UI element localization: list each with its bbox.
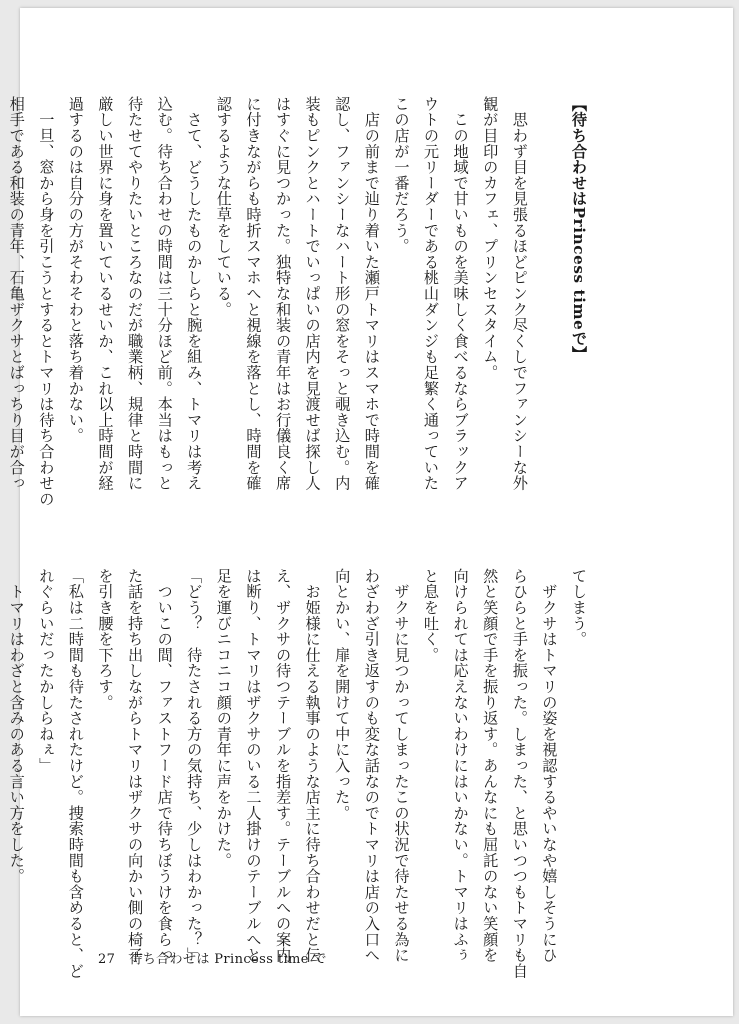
- text-line: 込む。待ち合わせの時間は三十分ほど前。本当はもっと: [155, 96, 174, 491]
- chapter-title: 【待ち合わせはPrincess timeで】: [570, 96, 588, 363]
- text-line: 「どう？ 待たされる方の気持ち、少しはわかった？」: [185, 568, 204, 963]
- page-footer: [98, 948, 327, 967]
- text-line: 一旦、窓から身を引こうとするとトマリは待ち合わせの: [37, 96, 56, 507]
- text-line: 店の前まで辿り着いた瀬戸トマリはスマホで時間を確: [362, 96, 381, 491]
- text-line: 観が目印のカフェ、プリンセスタイム。: [481, 96, 500, 381]
- text-line: 待たせてやりたいところなのだが職業柄、規律と時間に: [126, 96, 145, 491]
- text-line: れぐらいだったかしらねぇ」: [37, 568, 56, 774]
- text-line: トマリはわざと含みのある言い方をした。: [7, 568, 26, 884]
- text-line: に付きながらも時折スマホへと視線を落とし、時間を確: [244, 96, 263, 491]
- page-number: 27: [98, 952, 116, 967]
- text-line: え、ザクサの待つテーブルを指差す。テーブルへの案内: [274, 568, 293, 963]
- text-line: さて、どうしたものかしらと腕を組み、トマリは考え: [185, 96, 204, 491]
- text-line: 然と笑顔で手を振り返す。あんなにも屈託のない笑顔を: [481, 568, 500, 963]
- text-line: らひらと手を振った。しまった、と思いつつもトマリも自: [510, 568, 529, 979]
- upper-text-block: [7, 96, 593, 507]
- text-line: この店が一番だろう。: [392, 96, 411, 254]
- book-page: [7, 8, 733, 1016]
- text-line: お姫様に仕える執事のような店主に待ち合わせだと伝: [303, 568, 322, 963]
- text-line: 厳しい世界に身を置いているせいか、これ以上時間が経: [96, 96, 115, 491]
- text-line: 足を運びニコニコ顔の青年に声をかけた。: [214, 568, 233, 869]
- text-line: 装もピンクとハートでいっぱいの店内を見渡せば探し人: [303, 96, 322, 491]
- text-line: 過するのは自分の方がそわそわと落ち着かない。: [66, 96, 85, 444]
- text-line: は断り、トマリはザクサのいる二人掛けのテーブルへと: [244, 568, 263, 963]
- text-line: この地域で甘いものを美味しく食べるならブラックア: [451, 96, 470, 491]
- text-line: と息を吐く。: [422, 568, 441, 663]
- text-line: 思わず目を見張るほどピンク尽くしでファンシーな外: [510, 96, 529, 491]
- text-line: を引き腰を下ろす。: [96, 568, 115, 711]
- text-line: てしまう。: [570, 568, 588, 647]
- text-line: 向とかい、扉を開けて中に入った。: [333, 568, 352, 821]
- text-line: ウトの元リーダーである桃山ダンジも足繁く通っていた: [422, 96, 441, 491]
- text-line: た話を持ち出しながらトマリはザクサの向かい側の椅子: [126, 568, 145, 963]
- text-line: ザクサに見つかってしまったこの状況で待たせる為に: [392, 568, 411, 963]
- text-line: ザクサはトマリの姿を視認するやいなや嬉しそうにひ: [540, 568, 559, 963]
- text-line: はすぐに見つかった。独特な和装の青年はお行儀良く席: [274, 96, 293, 491]
- text-line: ついこの間、ファストフード店で待ちぼうけを食らっ: [155, 568, 174, 963]
- text-line: 認するような仕草をしている。: [214, 96, 233, 318]
- text-line: 「私は二時間も待たされたけど。捜索時間も含めると、ど: [66, 568, 85, 979]
- text-line: わざわざ引き返すのも変な話なのでトマリは店の入口へ: [362, 568, 381, 963]
- text-line: 向けられては応えないわけにはいかない。トマリはふぅ: [451, 568, 470, 963]
- text-line: [534, 96, 564, 506]
- text-line: 認し、ファンシーなハート形の窓をそっと覗き込む。内: [333, 96, 352, 491]
- running-title: 待ち合わせは Princess time で: [129, 952, 327, 967]
- text-line: 相手である和装の青年、石亀ザクサとばっちり目が合っ: [7, 96, 26, 491]
